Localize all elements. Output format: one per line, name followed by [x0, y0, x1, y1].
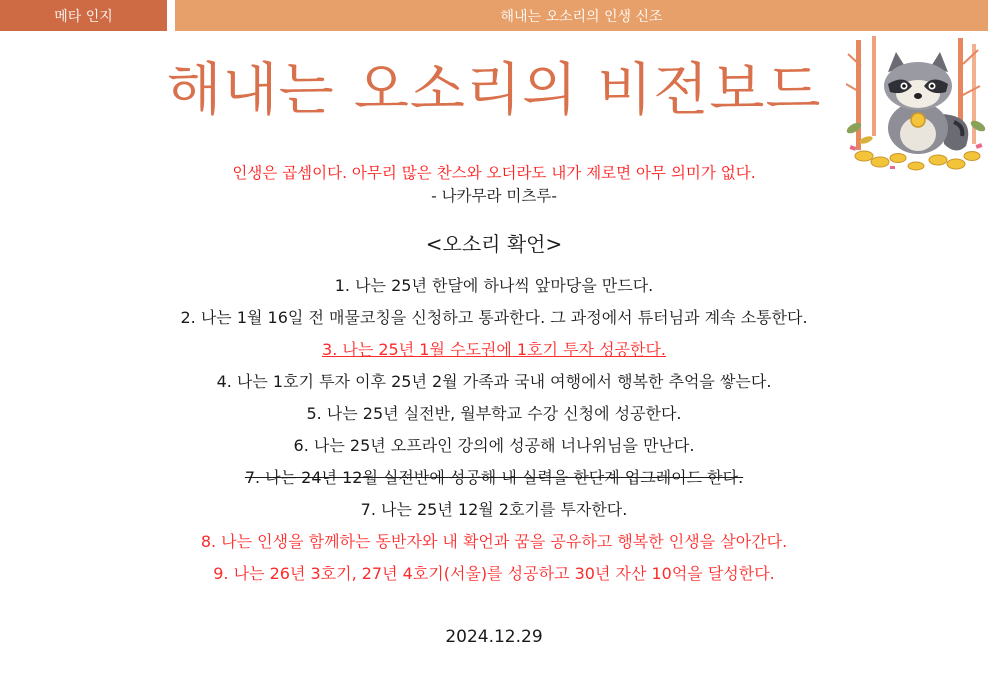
- affirmation-item: 6. 나는 25년 오프라인 강의에 성공해 너나위님을 만난다.: [293, 436, 695, 455]
- affirmation-item-emphasis: 9. 나는 26년 3호기, 27년 4호기(서울)를 성공하고 30년 자산 10억을 달성한다.: [213, 564, 775, 583]
- affirmation-list: [0, 270, 988, 590]
- affirmation-item: 4. 나는 1호기 투자 이후 25년 2월 가족과 국내 여행에서 행복한 추억을 쌓는다.: [216, 372, 772, 391]
- affirmation-item: 7. 나는 25년 12월 2호기를 투자한다.: [360, 500, 628, 519]
- affirmation-item: 5. 나는 25년 실전반, 월부학교 수강 신청에 성공한다.: [306, 404, 682, 423]
- date-text: 2024.12.29: [445, 627, 543, 647]
- tree-trunk: [856, 40, 861, 150]
- tree-trunk: [872, 36, 876, 136]
- header-banner: 해내는 오소리의 인생 신조: [175, 0, 988, 31]
- affirmation-item-struck: 7. 나는 24년 12월 실전반에 성공해 내 실력을 한단계 업그레이드 한다.: [244, 468, 744, 487]
- page-title: 해내는 오소리의 비전보드: [166, 57, 822, 123]
- section-title: <오소리 확언>: [425, 232, 563, 256]
- quote-text: 인생은 곱셈이다. 아무리 많은 찬스와 오더라도 내가 제로면 아무 의미가 없다.: [232, 164, 756, 182]
- quote-author: - 나카무라 미츠루-: [431, 187, 557, 205]
- affirmation-item: 2. 나는 1월 16일 전 매물코칭을 신청하고 통과한다. 그 과정에서 튜터님과 계속 소통한다.: [180, 308, 808, 327]
- raccoon-illustration: [846, 36, 986, 172]
- category-tag: 메타 인지: [0, 0, 167, 31]
- affirmation-item-emphasis: 8. 나는 인생을 함께하는 동반자와 내 확언과 꿈을 공유하고 행복한 인생을 살아간다.: [200, 532, 788, 551]
- affirmation-item: 1. 나는 25년 한달에 하나씩 앞마당을 만드다.: [334, 276, 654, 295]
- top-bar: [0, 0, 988, 31]
- affirmation-item-highlighted: 3. 나는 25년 1월 수도권에 1호기 투자 성공한다.: [322, 340, 666, 359]
